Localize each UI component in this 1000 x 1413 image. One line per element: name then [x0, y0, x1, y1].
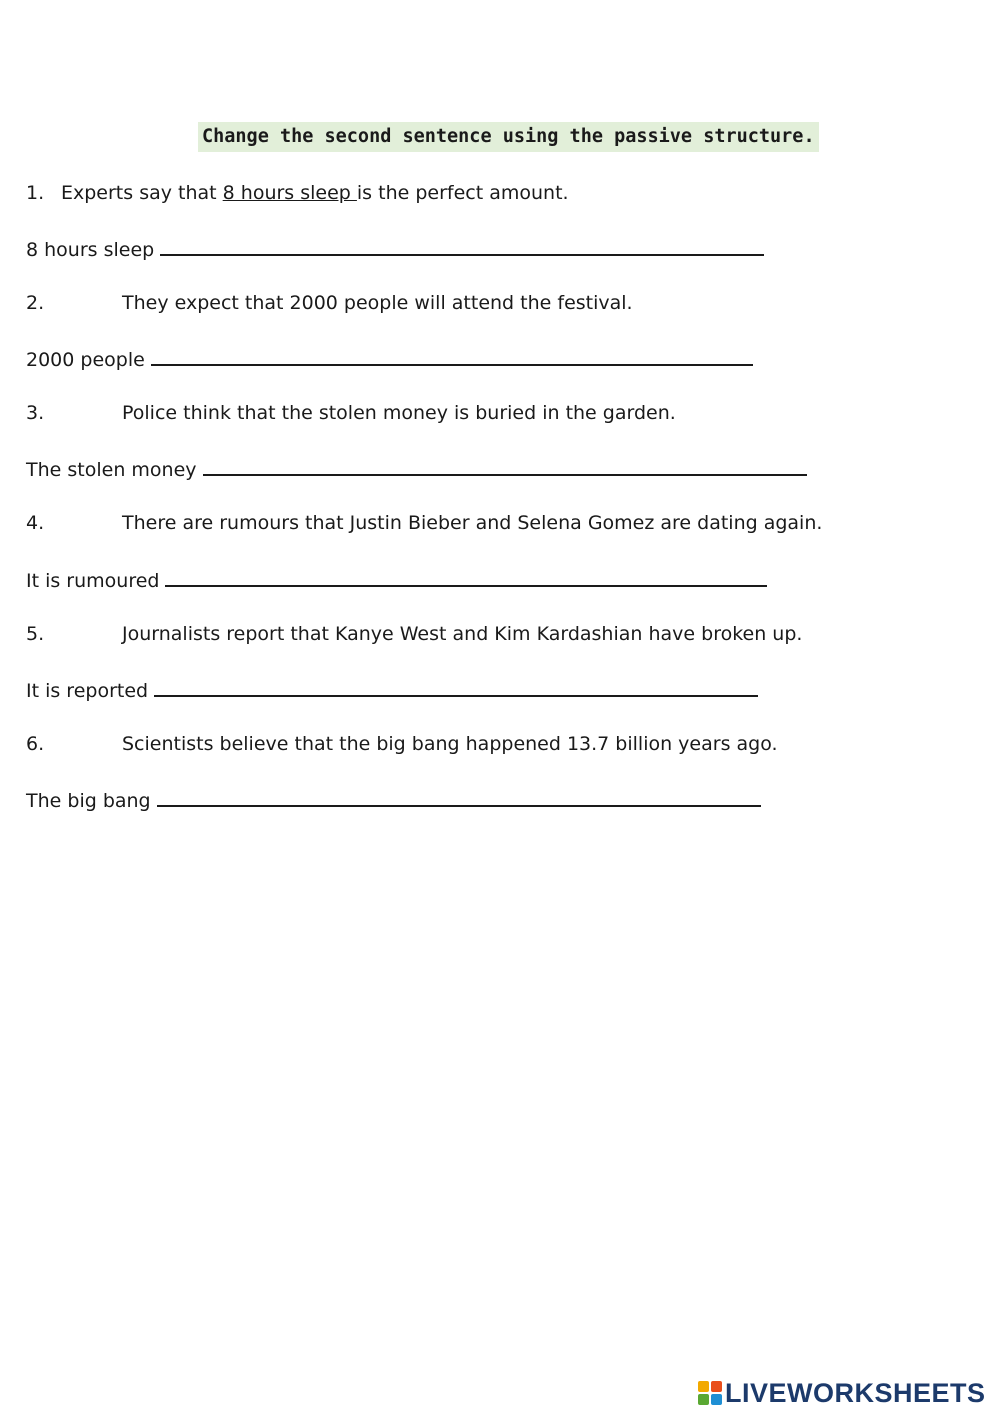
answer-line-5 — [26, 675, 758, 703]
question-number: 5. — [26, 623, 45, 645]
question-text: Scientists believe that the big bang happened 13.7 billion years ago. — [122, 733, 778, 755]
answer-blank[interactable] — [157, 785, 761, 807]
logo-square-icon — [711, 1381, 722, 1392]
answer-line-1 — [26, 234, 764, 262]
answer-blank[interactable] — [154, 675, 758, 697]
question-text-after: is the perfect amount. — [356, 182, 569, 204]
answer-prompt: 2000 people — [26, 349, 145, 371]
logo-square-icon — [698, 1381, 709, 1392]
logo-square-icon — [698, 1394, 709, 1405]
watermark-text: LIVEWORKSHEETS — [725, 1377, 986, 1408]
question-1 — [26, 179, 569, 207]
question-text-before: Experts say that — [61, 182, 223, 204]
question-number: 6. — [26, 733, 45, 755]
answer-prompt: It is rumoured — [26, 570, 160, 592]
liveworksheets-watermark — [698, 1377, 986, 1409]
answer-line-2 — [26, 344, 753, 372]
question-number: 1. — [26, 182, 45, 204]
answer-prompt: It is reported — [26, 680, 149, 702]
answer-blank[interactable] — [165, 565, 767, 587]
question-5 — [26, 620, 802, 648]
logo-square-icon — [711, 1394, 722, 1405]
question-text: Journalists report that Kanye West and Kim Kardashian have broken up. — [122, 623, 803, 645]
question-3 — [26, 399, 676, 427]
question-number: 3. — [26, 402, 45, 424]
question-4 — [26, 509, 822, 537]
liveworksheets-logo-icon — [698, 1381, 722, 1405]
answer-blank[interactable] — [203, 454, 807, 476]
question-text: There are rumours that Justin Bieber and Selena Gomez are dating again. — [122, 512, 823, 534]
answer-prompt: The big bang — [26, 790, 151, 812]
question-2 — [26, 289, 633, 317]
answer-blank[interactable] — [160, 234, 764, 256]
answer-blank[interactable] — [151, 344, 753, 366]
question-number: 4. — [26, 512, 45, 534]
question-text: They expect that 2000 people will attend the festival. — [122, 292, 633, 314]
answer-line-4 — [26, 565, 767, 593]
underlined-phrase: 8 hours sleep — [222, 182, 357, 204]
answer-line-3 — [26, 454, 807, 482]
question-number: 2. — [26, 292, 45, 314]
answer-line-6 — [26, 785, 761, 813]
question-6 — [26, 730, 778, 758]
answer-prompt: 8 hours sleep — [26, 239, 155, 261]
answer-prompt: The stolen money — [26, 459, 197, 481]
instruction-heading: Change the second sentence using the passive structure. — [198, 122, 819, 152]
question-text: Police think that the stolen money is buried in the garden. — [122, 402, 676, 424]
